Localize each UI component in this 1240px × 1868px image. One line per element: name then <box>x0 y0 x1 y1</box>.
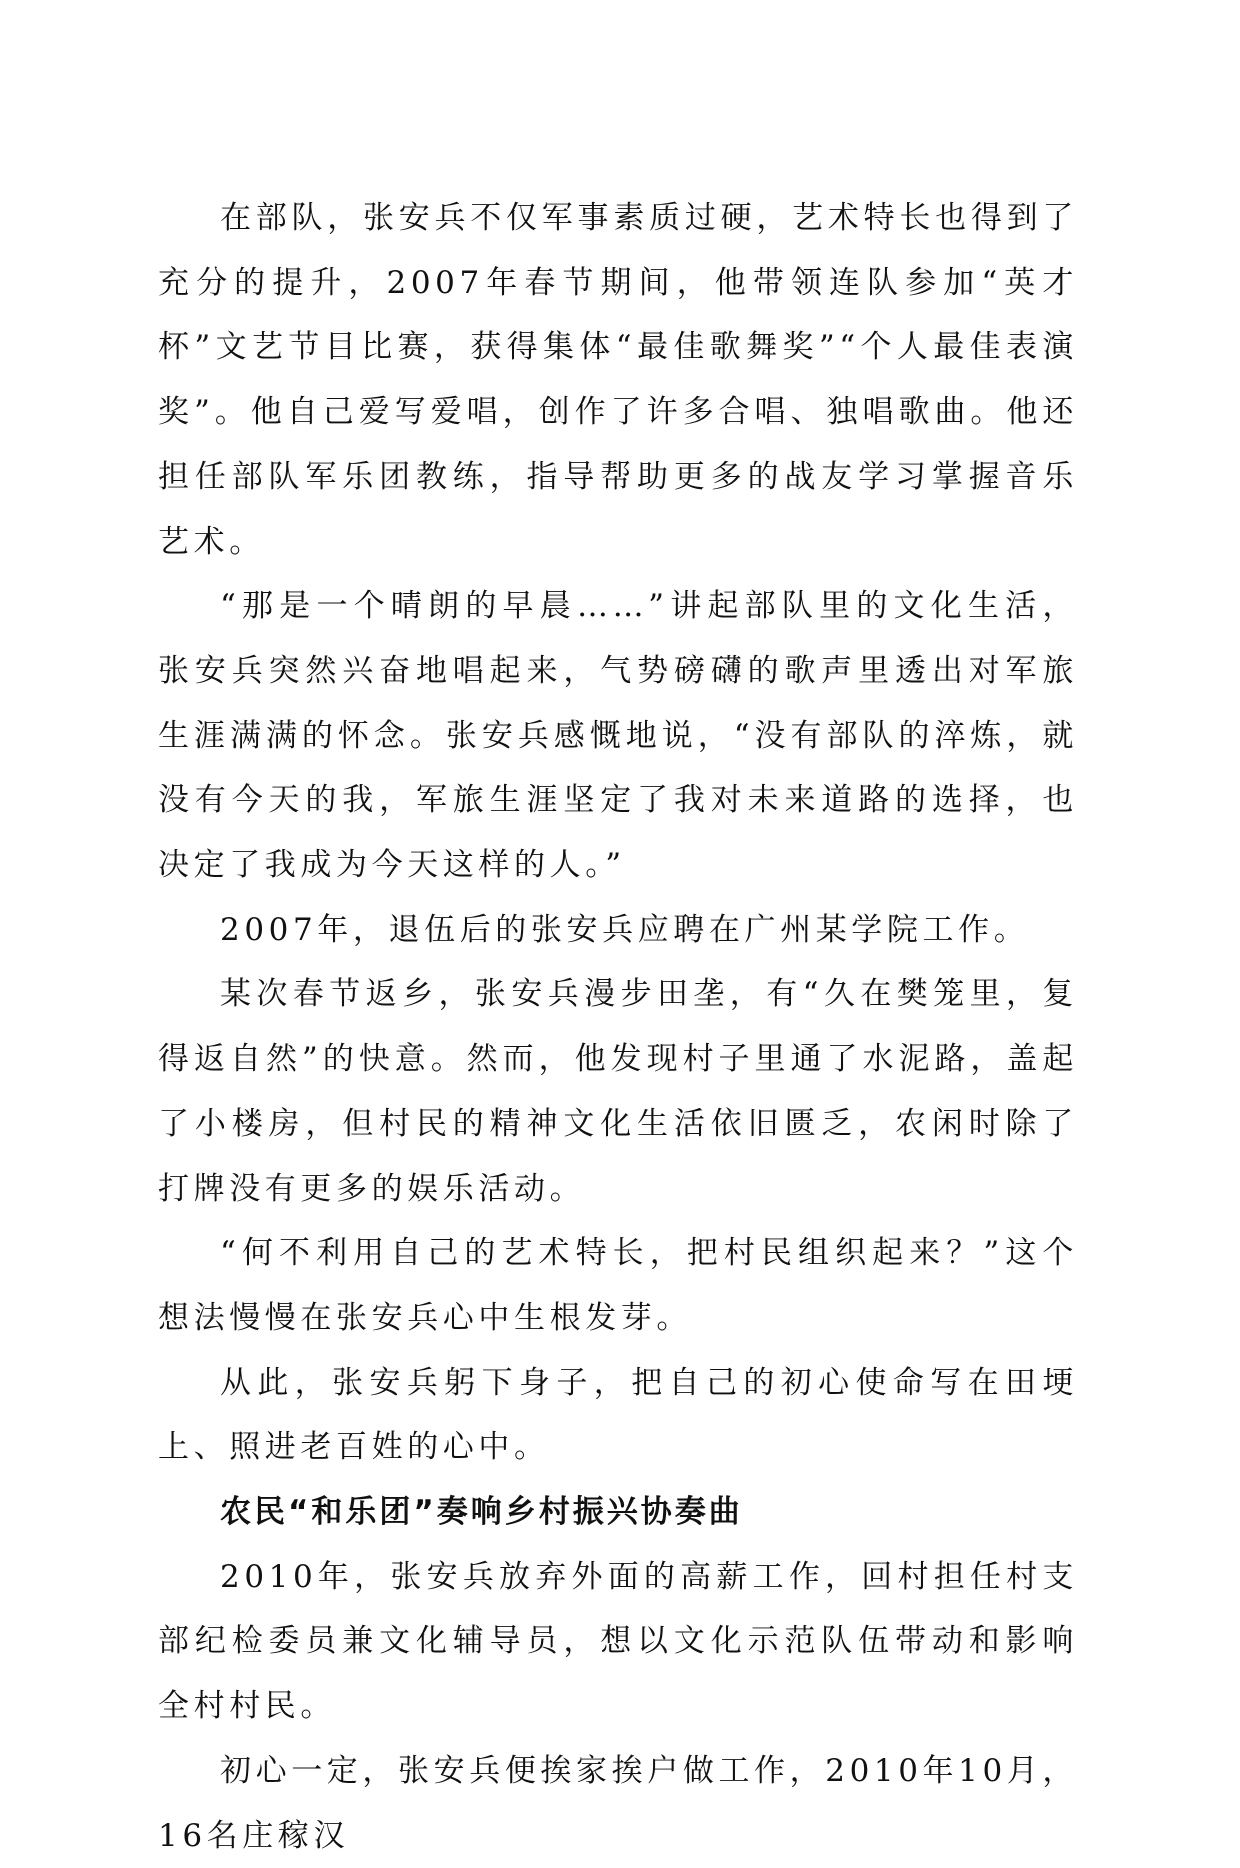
paragraph-door-to-door: 初心一定，张安兵便挨家挨户做工作，2010年10月，16名庄稼汉 <box>158 1752 1078 1854</box>
section-heading: 农民“和乐团”奏响乡村振兴协奏曲 <box>220 1494 743 1531</box>
paragraph-2010-return: 2010年，张安兵放弃外面的高薪工作，回村担任村支部纪检委员兼文化辅导员，想以文化示范队伍带动和影响全村村民。 <box>158 1558 1078 1725</box>
paragraph-morning-song: “那是一个晴朗的早晨……”讲起部队里的文化生活，张安兵突然兴奋地唱起来，气势磅礴的歌声里透出对军旅生涯满满的怀念。张安兵感慨地说，“没有部队的淬炼，就没有今天的我，军旅生涯坚定了我对未来道路的选择，也决定了我成为今天这样的人。” <box>158 588 1078 884</box>
paragraph-2007-retire: 2007年，退伍后的张安兵应聘在广州某学院工作。 <box>220 911 1030 948</box>
paragraph-mission: 从此，张安兵躬下身子，把自己的初心使命写在田埂上、照进老百姓的心中。 <box>158 1364 1078 1466</box>
article-body <box>158 186 1078 1868</box>
paragraph-army-art: 在部队，张安兵不仅军事素质过硬，艺术特长也得到了充分的提升，2007年春节期间，他带领连队参加“英才杯”文艺节目比赛，获得集体“最佳歌舞奖”“个人最佳表演奖”。他自己爱写爱唱，创作了许多合唱、独唱歌曲。他还担任部队军乐团教练，指导帮助更多的战友学习掌握音乐艺术。 <box>158 200 1078 560</box>
paragraph-idea: “何不利用自己的艺术特长，把村民组织起来？”这个想法慢慢在张安兵心中生根发芽。 <box>158 1235 1078 1336</box>
paragraph-spring-return: 某次春节返乡，张安兵漫步田垄，有“久在樊笼里，复得返自然”的快意。然而，他发现村子里通了水泥路，盖起了小楼房，但村民的精神文化生活依旧匮乏，农闲时除了打牌没有更多的娱乐活动。 <box>158 976 1078 1207</box>
